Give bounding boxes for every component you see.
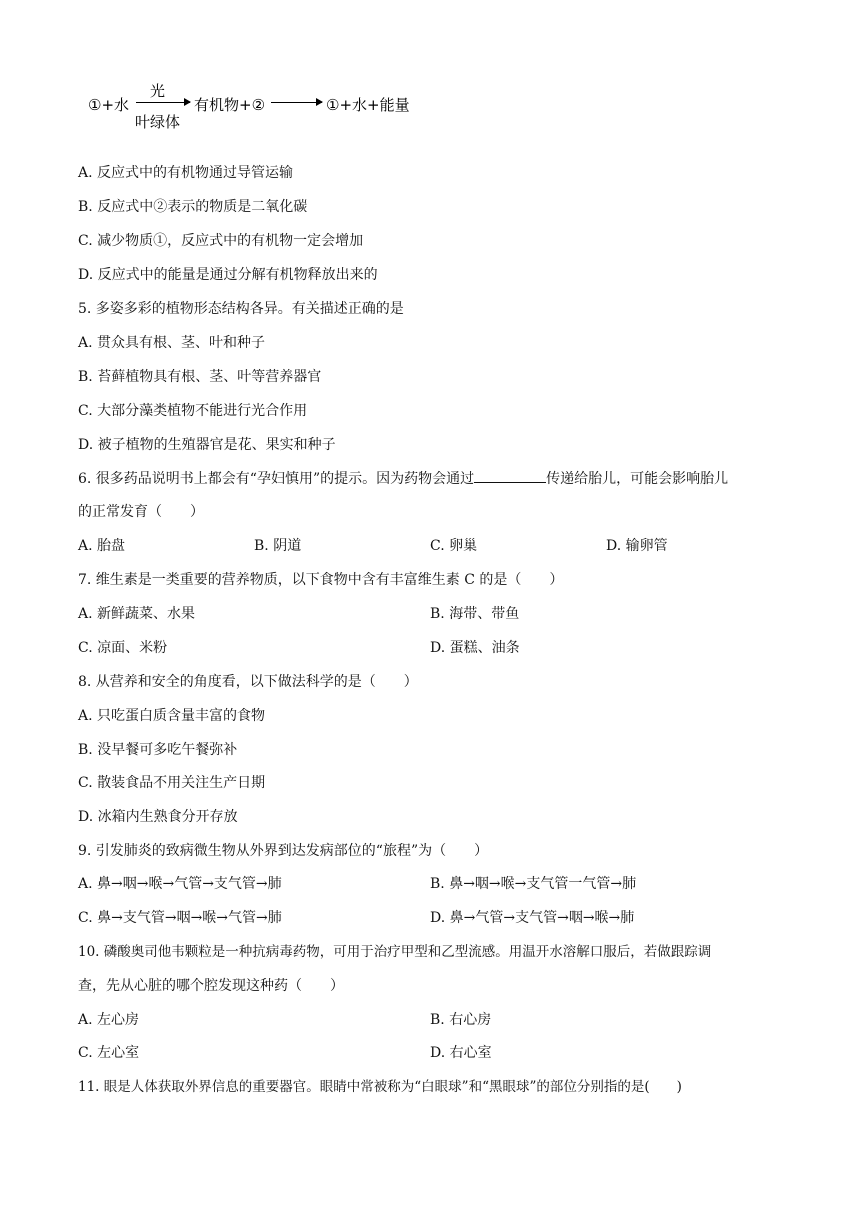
q4-option-d: D. 反应式中的能量是通过分解有机物释放出来的: [78, 267, 378, 283]
q8-stem: 8. 从营养和安全的角度看，以下做法科学的是（ ）: [78, 674, 418, 690]
q9-option-a: A. 鼻→咽→喉→气管→支气管→肺: [78, 876, 282, 892]
formula-left-part: ①+水: [88, 96, 130, 114]
formula-right-part: ①+水+能量: [326, 96, 410, 114]
q6-option-b: B. 阴道: [254, 538, 302, 554]
q8-option-d: D. 冰箱内生熟食分开存放: [78, 809, 238, 825]
answer-blank: [474, 470, 546, 483]
q8-option-a: A. 只吃蛋白质含量丰富的食物: [78, 708, 266, 724]
formula-middle-part: 有机物+②: [194, 96, 266, 114]
q6-stem-part2: 传递给胎儿，可能会影响胎儿: [546, 471, 729, 487]
q4-option-a: A. 反应式中的有机物通过导管运输: [78, 165, 294, 181]
q4-option-c: C. 减少物质①，反应式中的有机物一定会增加: [78, 233, 364, 249]
q8-option-c: C. 散装食品不用关注生产日期: [78, 775, 266, 791]
q7-stem: 7. 维生素是一类重要的营养物质，以下食物中含有丰富维生素 C 的是（ ）: [78, 572, 564, 588]
formula-arrow-1: [136, 102, 190, 103]
q9-option-d: D. 鼻→气管→支气管→咽→喉→肺: [430, 910, 635, 926]
q6-stem-part1: 6. 很多药品说明书上都会有“孕妇慎用”的提示。因为药物会通过: [78, 471, 475, 487]
q7-option-a: A. 新鲜蔬菜、水果: [78, 606, 196, 622]
q4-option-b: B. 反应式中②表示的物质是二氧化碳: [78, 199, 308, 215]
q6-option-a: A. 胎盘: [78, 538, 126, 554]
q7-option-b: B. 海带、带鱼: [430, 606, 520, 622]
q8-option-b: B. 没早餐可多吃午餐弥补: [78, 742, 238, 758]
q10-option-c: C. 左心室: [78, 1045, 140, 1061]
q10-option-a: A. 左心房: [78, 1012, 140, 1028]
q9-stem: 9. 引发肺炎的致病微生物从外界到达发病部位的“旅程”为（ ）: [78, 843, 489, 859]
q7-option-c: C. 凉面、米粉: [78, 640, 168, 656]
formula-condition-light: 光: [150, 82, 166, 100]
q6-stem-line1: [78, 470, 728, 488]
q5-option-c: C. 大部分藻类植物不能进行光合作用: [78, 403, 308, 419]
q7-option-d: D. 蛋糕、油条: [430, 640, 520, 656]
q5-option-a: A. 贯众具有根、茎、叶和种子: [78, 335, 266, 351]
q10-option-d: D. 右心室: [430, 1045, 492, 1061]
formula-condition-chloroplast: 叶绿体: [135, 113, 181, 131]
q10-option-b: B. 右心房: [430, 1012, 492, 1028]
q6-stem-line2: 的正常发育（ ）: [78, 504, 204, 520]
q10-stem-line2: 查，先从心脏的哪个腔发现这种药（ ）: [78, 978, 344, 994]
q5-option-b: B. 苔藓植物具有根、茎、叶等营养器官: [78, 369, 322, 385]
q6-option-d: D. 输卵管: [606, 538, 668, 554]
q9-option-c: C. 鼻→支气管→咽→喉→气管→肺: [78, 910, 282, 926]
formula-arrow-2: [271, 102, 322, 103]
q11-stem: 11. 眼是人体获取外界信息的重要器官。眼睛中常被称为“白眼球”和“黑眼球”的部位分别指的是( ): [78, 1079, 682, 1095]
q9-option-b: B. 鼻→咽→喉→支气管一气管→肺: [430, 876, 637, 892]
q6-option-c: C. 卵巢: [430, 538, 478, 554]
q10-stem-line1: 10. 磷酸奥司他韦颗粒是一种抗病毒药物，可用于治疗甲型和乙型流感。用温开水溶解口服后，若做跟踪调: [78, 944, 712, 960]
q5-stem: 5. 多姿多彩的植物形态结构各异。有关描述正确的是: [78, 301, 404, 317]
reaction-formula: [88, 84, 428, 134]
q5-option-d: D. 被子植物的生殖器官是花、果实和种子: [78, 437, 336, 453]
